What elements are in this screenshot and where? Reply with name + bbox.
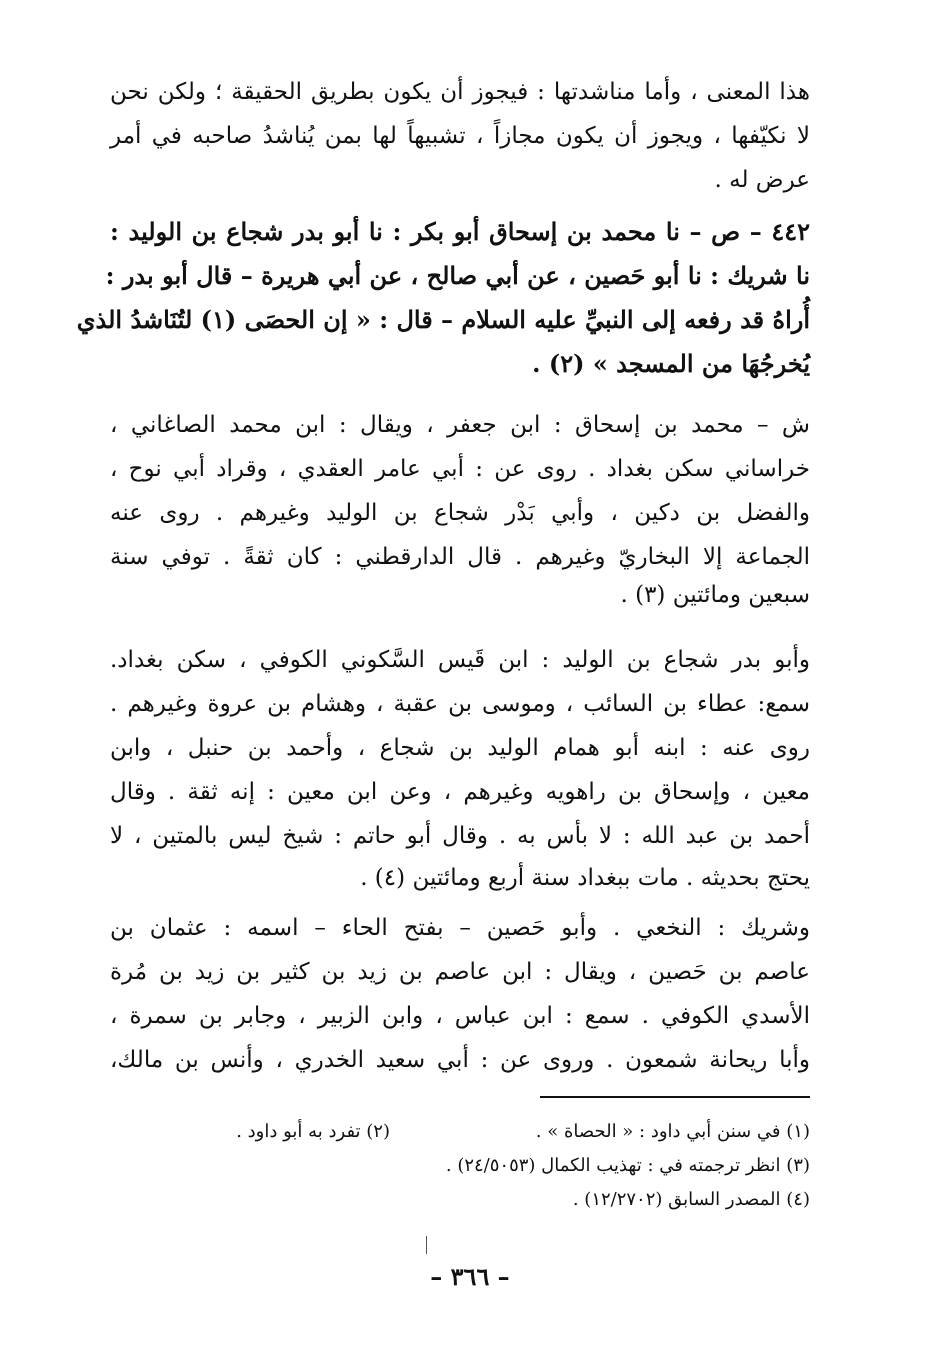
page-mark [426,1236,427,1254]
hadith-line: أُراهُ قد رفعه إلى النبيِّ عليه السلام – قال : « إن الحصَى (١) لتُنَاشدُ الذي [76,305,810,334]
hadith-paragraph [76,212,810,382]
text-line: عاصم بن حَصين ، ويقال : ابن عاصم بن زيد بن كثير بن زيد بن مُرة [110,959,810,985]
footnote-2: (٢) تفرد به أبو داود . [236,1121,390,1142]
text-line: وأبا ريحانة شمعون . وروى عن : أبي سعيد الخدري ، وأنس بن مالك، [110,1047,810,1073]
hadith-line: ٤٤٢ – ص – نا محمد بن إسحاق أبو بكر : نا أبو بدر شجاع بن الوليد : [110,217,810,246]
text-line: الجماعة إلا البخاريّ وغيرهم . قال الدارقطني : كان ثقةً . توفي سنة [110,544,810,570]
hadith-line: نا شريك : نا أبو حَصين ، عن أبي صالح ، عن أبي هريرة – قال أبو بدر : [105,261,810,290]
footnote-3: (٣) انظر ترجمته في : تهذيب الكمال (٢٤/٥٠٥٣) . [445,1155,810,1176]
footnote-separator [540,1096,810,1098]
text-line: سمع: عطاء بن السائب ، وموسى بن عقبة ، وهشام بن عروة وغيرهم . [110,691,810,717]
paragraph-1 [110,72,810,192]
footnote-1: (١) في سنن أبي داود : « الحصاة » . [535,1121,810,1142]
text-line: الأسدي الكوفي . سمع : ابن عباس ، وابن الزبير ، وجابر بن سمرة ، [110,1003,810,1029]
text-line: لا نكيّفها ، ويجوز أن يكون مجازاً ، تشبيهاً لها بمن يُناشدُ صاحبه في أمر [110,123,811,149]
text-line: عرض له . [714,167,810,193]
footnote-4: (٤) المصدر السابق (١٢/٢٧٠٢) . [572,1189,810,1210]
text-line: يحتج بحديثه . مات ببغداد سنة أربع ومائتين (٤) . [360,865,810,891]
commentary-paragraph-2 [110,640,810,900]
text-line: معين ، وإسحاق بن راهويه وغيرهم ، وعن ابن معين : إنه ثقة . وقال [110,779,810,805]
hadith-line: يُخرجُهَا من المسجد » (٢) . [532,349,810,378]
text-line: أحمد بن عبد الله : لا بأس به . وقال أبو حاتم : شيخ ليس بالمتين ، لا [110,823,810,849]
footnotes [110,1118,810,1228]
text-line: هذا المعنى ، وأما مناشدتها : فيجوز أن يكون بطريق الحقيقة ؛ ولكن نحن [110,79,810,105]
text-line: والفضل بن دكين ، وأبي بَدْر شجاع بن الوليد وغيرهم . روى عنه [110,500,810,526]
commentary-paragraph-3 [110,908,810,1083]
commentary-paragraph-1 [110,405,810,620]
text-line: سبعين ومائتين (٣) . [620,582,810,608]
page-number: – ٣٦٦ – [430,1262,510,1291]
text-line: وأبو بدر شجاع بن الوليد : ابن قَيس السَّكوني الكوفي ، سكن بغداد. [110,647,810,673]
text-line: خراساني سكن بغداد . روى عن : أبي عامر العقدي ، وقراد أبي نوح ، [110,456,810,482]
text-line: وشريك : النخعي . وأبو حَصين – بفتح الحاء – اسمه : عثمان بن [110,915,810,941]
text-line: ش – محمد بن إسحاق : ابن جعفر ، ويقال : ابن محمد الصاغاني ، [110,412,810,438]
text-line: روى عنه : ابنه أبو همام الوليد بن شجاع ، وأحمد بن حنبل ، وابن [110,735,810,761]
